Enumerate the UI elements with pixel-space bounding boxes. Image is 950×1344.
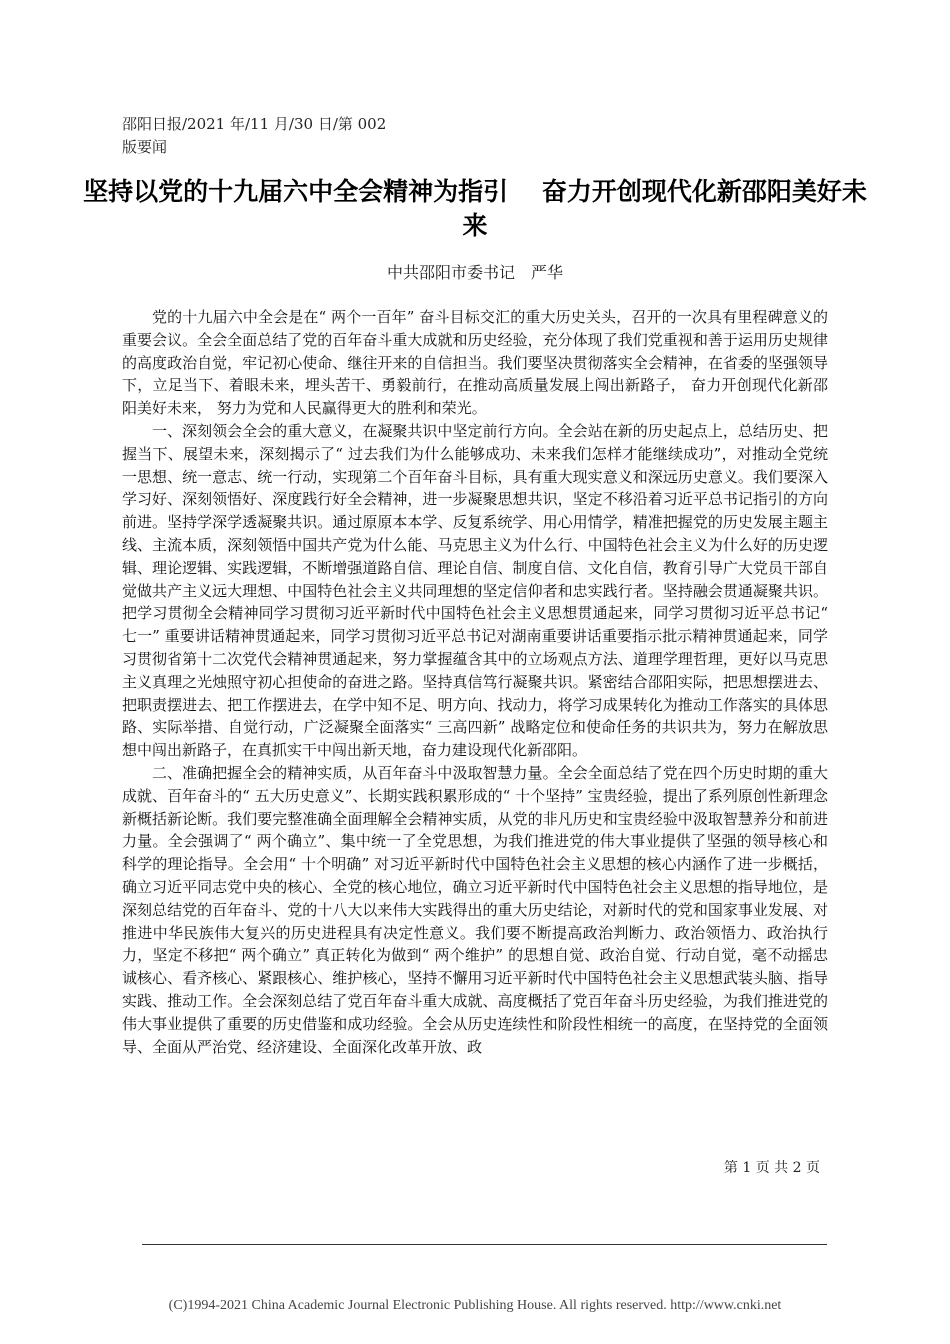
- paragraph-intro: 党的十九届六中全会是在“ 两个一百年” 奋斗目标交汇的重大历史关头，召开的一次具有里程碑意义的重要会议。全会全面总结了党的百年奋斗重大成就和历史经验，充分体现了我们党重视和善于运用历史规律的高度政治自觉，牢记初心使命、继往开来的自信担当。我们要坚决贯彻落实全会精神，在省委的坚强领导下，立足当下、着眼未来，埋头苦干、勇毅前行，在推动高质量发展上闯出新路子， 奋力开创现代化新邵阳美好未来， 努力为党和人民赢得更大的胜利和荣光。: [122, 308, 828, 418]
- article-author: 中共邵阳市委书记 严华: [386, 263, 563, 282]
- source-info: [122, 113, 386, 159]
- section-label: 版要闻: [122, 138, 168, 156]
- page-number: 第 1 页 共 2 页: [723, 1160, 820, 1176]
- footer-divider: [142, 1244, 827, 1245]
- copyright-footer: (C)1994-2021 China Academic Journal Electronic Publishing House. All rights reserved. http://www.cnki.net: [168, 1298, 782, 1313]
- article-title: 坚持以党的十九届六中全会精神为指引 奋力开创现代化新邵阳美好未来: [83, 177, 867, 240]
- article-body: [122, 306, 828, 1058]
- paragraph-section-2: 二、准确把握全会的精神实质，从百年奋斗中汲取智慧力量。全会全面总结了党在四个历史时期的重大成就、百年奋斗的“ 五大历史意义”、长期实践积累形成的“ 十个坚持” 宝贵经验，提出了系列原创性新理念新概括新论断。我们要完整准确全面理解全会精神实质，从党的非凡历史和宝贵经验中汲取智慧养分和前进力量。全会强调了“ 两个确立”、集中统一了全党思想，为我们推进党的伟大事业提供了坚强的领导核心和科学的理论指导。全会用“ 十个明确” 对习近平新时代中国特色社会主义思想的核心内涵作了进一步概括，确立习近平同志党中央的核心、全党的核心地位，确立习近平新时代中国特色社会主义思想的指导地位，是深刻总结党的百年奋斗、党的十八大以来伟大实践得出的重大历史结论，对新时代的党和国家事业发展、对推进中华民族伟大复兴的历史进程具有决定性意义。我们要不断提高政治判断力、政治领悟力、政治执行力，坚定不移把“ 两个确立” 真正转化为做到“ 两个维护” 的思想自觉、政治自觉、行动自觉，毫不动摇忠诚核心、看齐核心、紧跟核心、维护核心，坚持不懈用习近平新时代中国特色社会主义思想武装头脑、指导实践、推动工作。全会深刻总结了党百年奋斗重大成就、高度概括了党百年奋斗历史经验，为我们推进党的伟大事业提供了重要的历史借鉴和成功经验。全会从历史连续性和阶段性相统一的高度，在坚持党的全面领导、全面从严治党、经济建设、全面深化改革开放、政: [122, 763, 828, 1056]
- paragraph-section-1: 一、深刻领会全会的重大意义，在凝聚共识中坚定前行方向。全会站在新的历史起点上，总结历史、把握当下、展望未来，深刻揭示了“ 过去我们为什么能够成功、未来我们怎样才能继续成功”，对推动全党统一思想、统一意志、统一行动，实现第二个百年奋斗目标，具有重大现实意义和深远历史意义。我们要深入学习好、深刻领悟好、深度践行好全会精神，进一步凝聚思想共识，坚定不移沿着习近平总书记指引的方向前进。坚持学深学透凝聚共识。通过原原本本学、反复系统学、用心用情学，精准把握党的历史发展主题主线、主流本质，深刻领悟中国共产党为什么能、马克思主义为什么行、中国特色社会主义为什么好的历史逻辑、理论逻辑、实践逻辑，不断增强道路自信、理论自信、制度自信、文化自信，教育引导广大党员干部自觉做共产主义远大理想、中国特色社会主义共同理想的坚定信仰者和忠实践行者。坚持融会贯通凝聚共识。把学习贯彻全会精神同学习贯彻习近平新时代中国特色社会主义思想贯通起来，同学习贯彻习近平总书记“ 七一” 重要讲话精神贯通起来，同学习贯彻习近平总书记对湖南重要讲话重要指示批示精神贯通起来，同学习贯彻省第十二次党代会精神贯通起来，努力掌握蕴含其中的立场观点方法、道理学理哲理，更好以马克思主义真理之光烛照守初心担使命的奋进之路。坚持真信笃行凝聚共识。紧密结合邵阳实际，把思想摆进去、把职责摆进去、把工作摆进去，在学中知不足、明方向、找动力，将学习成果转化为推动工作落实的具体思路、实际举措、自觉行动，广泛凝聚全面落实“ 三高四新” 战略定位和使命任务的共识共为，努力在解放思想中闯出新路子，在真抓实干中闯出新天地，奋力建设现代化新邵阳。: [122, 421, 828, 760]
- source-line: 邵阳日报/2021 年/11 月/30 日/第 002: [122, 115, 387, 133]
